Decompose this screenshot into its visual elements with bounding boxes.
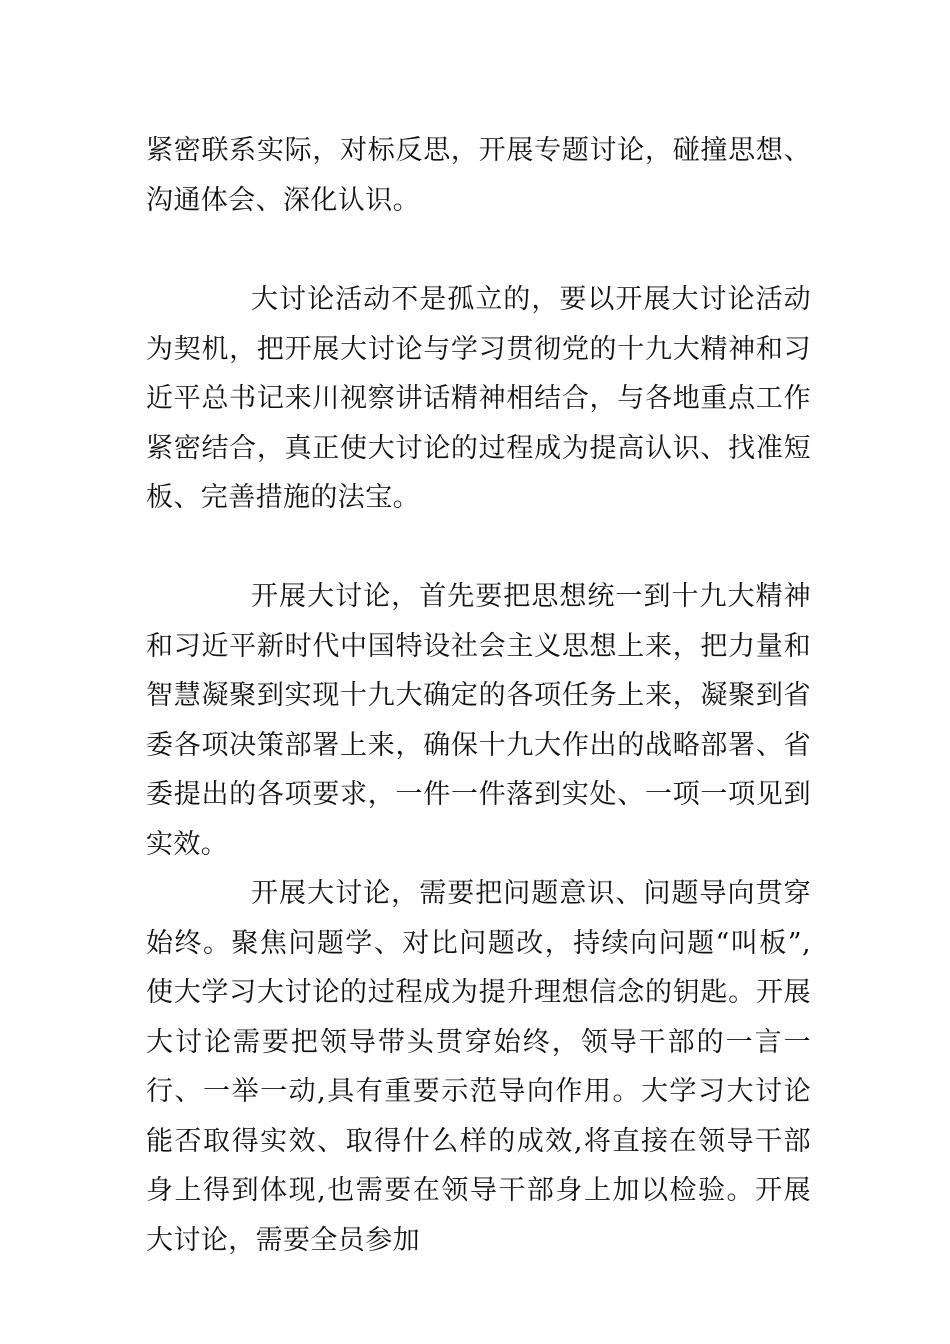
paragraph-1: 紧密联系实际，对标反思，开展专题讨论，碰撞思想、沟通体会、深化认识。 <box>146 135 811 216</box>
paragraph-4: 开展大讨论，需要把问题意识、问题导向贯穿始终。聚焦问题学、对比问题改，持续向问题“叫板”,使大学习大讨论的过程成为提升理想信念的钥匙。开展大讨论需要把领导带头贯穿始终，领导干部的一言一行、一举一动,具有重要示范导向作用。大学习大讨论能否取得实效、取得什么样的成效,将直接在领导干部身上得到体现,也需要在领导干部身上加以检验。开展大讨论，需要全员参加 <box>146 878 811 1256</box>
paragraph-3: 开展大讨论，首先要把思想统一到十九大精神和习近平新时代中国特设社会主义思想上来，把力量和智慧凝聚到实现十九大确定的各项任务上来，凝聚到省委各项决策部署上来，确保十九大作出的战略部署、省委提出的各项要求，一件一件落到实处、一项一项见到实效。 <box>146 581 811 860</box>
paragraph-2: 大讨论活动不是孤立的，要以开展大讨论活动为契机，把开展大讨论与学习贯彻党的十九大精神和习近平总书记来川视察讲话精神相结合，与各地重点工作紧密结合，真正使大讨论的过程成为提高认识、找准短板、完善措施的法宝。 <box>146 284 811 513</box>
